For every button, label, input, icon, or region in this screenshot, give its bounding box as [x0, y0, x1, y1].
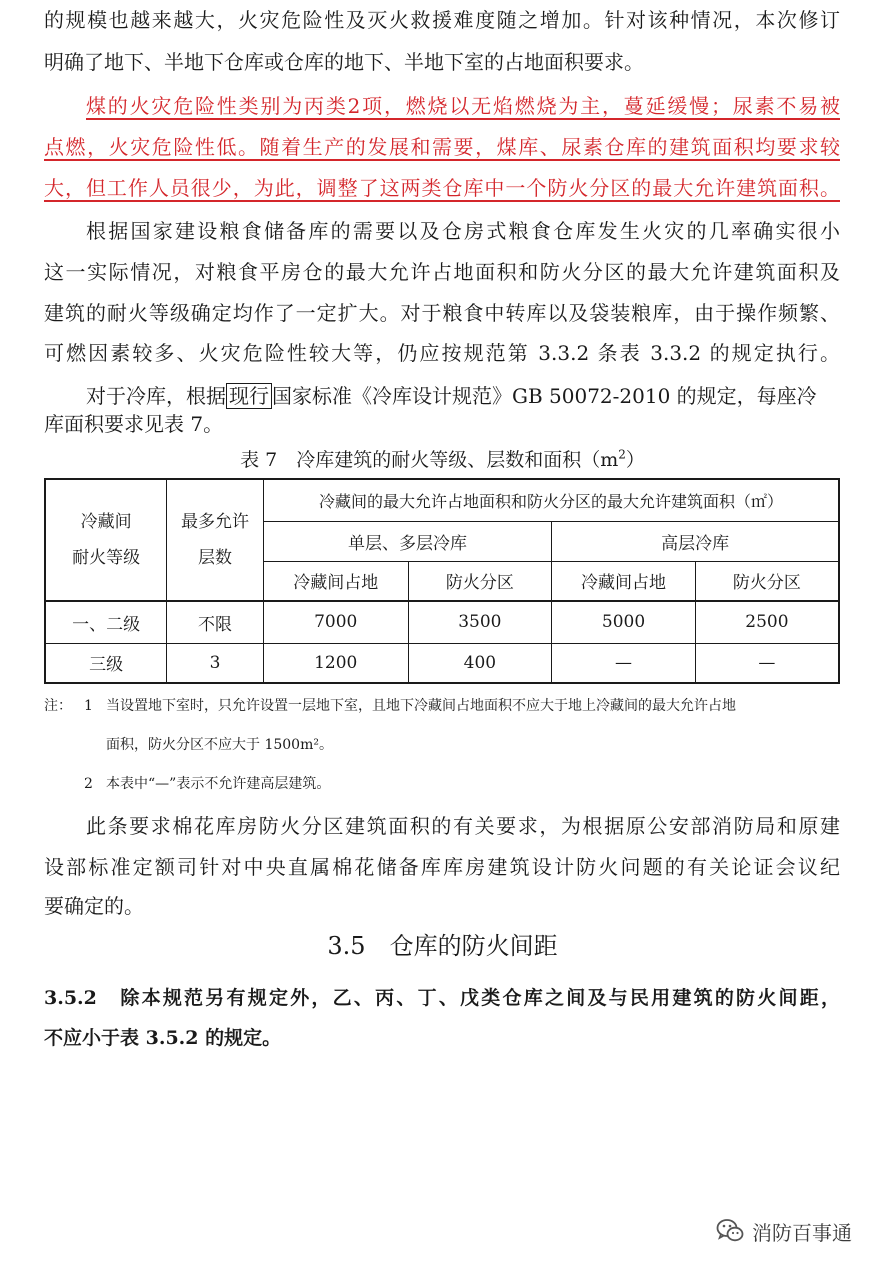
- row1-value-4: 2500: [695, 601, 839, 643]
- header-col-compartment-2: 防火分区: [695, 561, 839, 601]
- header-floors-cell: [167, 479, 264, 601]
- paragraph-3-line-4: 可燃因素较多、火灾危险性较大等，仍应按规范第 3.3.2 条表 3.3.2 的规定执行。: [44, 341, 840, 365]
- table-row: [45, 601, 839, 643]
- header-group-cell: 冷藏间的最大允许占地面积和防火分区的最大允许建筑面积（㎡）: [263, 479, 839, 521]
- row2-value-3: —: [552, 643, 696, 683]
- row1-value-2: 3500: [408, 601, 552, 643]
- wechat-icon: [716, 1218, 744, 1244]
- header-col-area-1: 冷藏间占地: [263, 561, 408, 601]
- watermark-text: 消防百事通: [752, 1220, 852, 1245]
- row2-grade: 三级: [45, 643, 167, 683]
- red-paragraph-line-3: 大，但工作人员很少，为此，调整了这两类仓库中一个防火分区的最大允许建筑面积。: [44, 176, 840, 200]
- paragraph-4-line-2: 库面积要求见表 7。: [44, 412, 224, 436]
- paragraph-4-suffix: 国家标准《冷库设计规范》GB 50072-2010 的规定，每座冷: [272, 384, 817, 408]
- note-1-number: 1: [84, 698, 93, 714]
- paragraph-5-line-3: 要确定的。: [44, 894, 144, 918]
- table-7: [44, 478, 840, 684]
- table-7-caption: 表 7 冷库建筑的耐火等级、层数和面积$(m^2)$: [240, 447, 645, 471]
- paragraph-3-line-2: 这一实际情况，对粮食平房仓的最大允许占地面积和防火分区的最大允许建筑面积及: [44, 260, 840, 284]
- row1-value-3: 5000: [552, 601, 696, 643]
- notes-label: 注：: [44, 698, 72, 714]
- row2-value-4: —: [695, 643, 839, 683]
- row2-value-2: 400: [408, 643, 552, 683]
- note-1-line-2: 面积，防火分区不应大于 1500m²。: [106, 737, 333, 753]
- red-paragraph-line-1: 煤的火灾危险性类别为丙类2项，燃烧以无焰燃烧为主，蔓延缓慢；尿素不易被: [86, 94, 840, 118]
- section-heading: 3.5 仓库的防火间距: [327, 932, 558, 960]
- header-multistorey-cell: 单层、多层冷库: [263, 521, 551, 561]
- clause-3-5-2-line-2: 不应小于表 3.5.2 的规定。: [44, 1027, 282, 1049]
- note-2-text: 本表中“—”表示不允许建高层建筑。: [106, 776, 331, 792]
- header-grade-cell: [45, 479, 167, 601]
- row1-value-1: 7000: [263, 601, 408, 643]
- paragraph-4-line-1: [86, 384, 817, 408]
- header-grade-line1: 冷藏间: [80, 512, 132, 532]
- header-floors-line1: 最多允许: [181, 512, 250, 532]
- header-col-compartment-1: 防火分区: [408, 561, 552, 601]
- row2-floors: 3: [167, 643, 264, 683]
- boxed-word-xianxing: 现行: [226, 383, 272, 409]
- note-2-number: 2: [84, 776, 93, 792]
- note-1-line-1: 当设置地下室时，只允许设置一层地下室，且地下冷藏间占地面积不应大于地上冷藏间的最大允许占地: [106, 698, 736, 714]
- header-col-area-2: 冷藏间占地: [552, 561, 696, 601]
- paragraph-5-line-1: 此条要求棉花库房防火分区建筑面积的有关要求，为根据原公安部消防局和原建: [86, 814, 840, 838]
- header-grade-line2: 耐火等级: [72, 548, 141, 568]
- paragraph-1-line-2: 明确了地下、半地下仓库或仓库的地下、半地下室的占地面积要求。: [44, 50, 644, 74]
- paragraph-3-line-3: 建筑的耐火等级确定均作了一定扩大。对于粮食中转库以及袋装粮库，由于操作频繁、: [44, 301, 840, 325]
- paragraph-1-line-1: 的规模也越来越大，火灾危险性及灭火救援难度随之增加。针对该种情况，本次修订: [44, 8, 840, 32]
- row1-grade: 一、二级: [45, 601, 167, 643]
- paragraph-4-prefix: 对于冷库，根据: [86, 384, 226, 408]
- paragraph-3-line-1: 根据国家建设粮食储备库的需要以及仓房式粮食仓库发生火灾的几率确实很小: [86, 219, 840, 243]
- clause-3-5-2-line-1: 3.5.2 除本规范另有规定外，乙、丙、丁、戊类仓库之间及与民用建筑的防火间距，: [44, 987, 840, 1009]
- header-floors-line2: 层数: [198, 548, 233, 568]
- row1-floors: 不限: [167, 601, 264, 643]
- row2-value-1: 1200: [263, 643, 408, 683]
- paragraph-5-line-2: 设部标准定额司针对中央直属棉花储备库库房建筑设计防火问题的有关论证会议纪: [44, 855, 840, 879]
- header-highrise-cell: 高层冷库: [552, 521, 839, 561]
- watermark: [716, 1216, 852, 1246]
- table-row: [45, 643, 839, 683]
- red-paragraph-line-2: 点燃，火灾危险性低。随着生产的发展和需要，煤库、尿素仓库的建筑面积均要求较: [44, 135, 840, 159]
